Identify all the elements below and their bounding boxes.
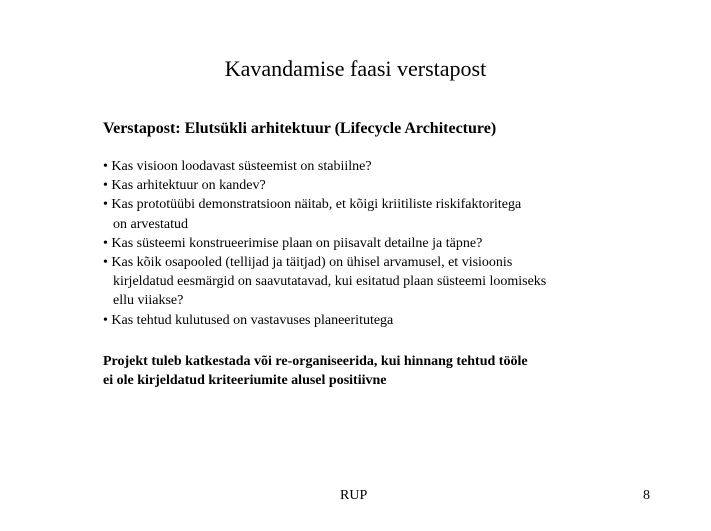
list-item: • Kas tehtud kulutused on vastavuses planeeritutega bbox=[103, 312, 394, 328]
list-item: • Kas kõik osapooled (tellijad ja täitjad) on ühisel arvamusel, et visioonis kirjeldatud eesmärgid on saavutatavad, kui esitatud plaan süsteemi loomiseks ellu viiakse? bbox=[103, 255, 547, 309]
list-item: • Kas süsteemi konstrueerimise plaan on piisavalt detailne ja täpne? bbox=[103, 235, 483, 251]
question-list bbox=[103, 157, 546, 330]
list-item: • Kas arhitektuur on kandev? bbox=[103, 178, 266, 194]
footer-label: RUP bbox=[340, 488, 368, 503]
list-item: • Kas prototüübi demonstratsioon näitab, et kõigi kriitiliste riskifaktoritega on arvestatud bbox=[103, 197, 522, 232]
list-item: • Kas visioon loodavast süsteemist on stabiilne? bbox=[103, 159, 372, 174]
conclusion-text: Projekt tuleb katkestada või re-organiseerida, kui hinnang tehtud tööle ei ole kirjeldatud kriteeriumite alusel positiivne bbox=[103, 354, 528, 388]
slide-title: Kavandamise faasi verstapost bbox=[224, 56, 487, 81]
page-number: 8 bbox=[643, 488, 650, 503]
milestone-subtitle: Verstapost: Elutsükli arhitektuur (Lifecycle Architecture) bbox=[103, 120, 497, 137]
